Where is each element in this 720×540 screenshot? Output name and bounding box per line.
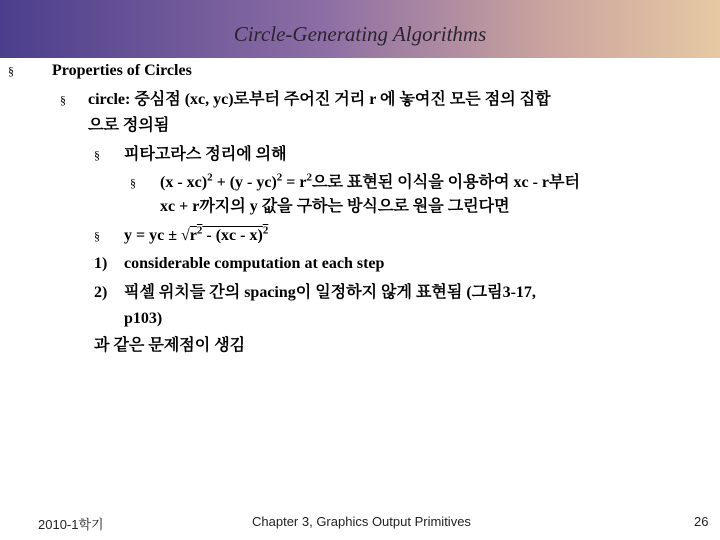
slide-title: Circle-Generating Algorithms [233,22,487,46]
footer-semester: 2010-1학기 [38,517,104,532]
bullet-marker: § [94,229,100,243]
sqrt-icon: √ [181,227,190,244]
footer-chapter: Chapter 3, Graphics Output Primitives [252,514,471,529]
problem-spacing-cont: p103) [124,310,163,327]
bullet-circle-definition-cont: 으로 정의됨 [88,117,170,134]
problem-computation: considerable computation at each step [124,255,385,272]
problem-spacing: 픽셀 위치들 간의 spacing이 일정하지 않게 표현됨 (그림3-17, [124,284,536,301]
page-number: 26 [694,514,709,529]
bullet-circle-definition: circle: 중심점 (xc, yc)로부터 주어진 거리 r 에 놓여진 모든 점의 집합 [88,91,551,108]
bullet-marker: § [60,93,66,107]
title-bar [0,0,720,58]
bullet-marker: § [94,148,100,162]
bullet-circle-equation: $(x - xc)^2 + (y - yc)^2 = r^2$으로 표현된 이식을 이용하여 xc - r부터 [160,171,580,191]
bullet-marker: § [130,176,136,190]
bullet-circle-equation-cont: xc + r까지의 y 값을 구하는 방식으로 원을 그린다면 [160,198,510,215]
bullet-marker: § [8,64,14,78]
number-2: 2) [94,284,108,301]
problems-summary: 과 같은 문제점이 생김 [94,337,246,354]
number-1: 1) [94,255,108,272]
bullet-properties: Properties of Circles [52,62,192,79]
bullet-pythagoras: 피타고라스 정리에 의해 [124,146,287,163]
bullet-y-formula: y = yc ± $√r^2 - (xc - x)^2$ [124,224,269,244]
